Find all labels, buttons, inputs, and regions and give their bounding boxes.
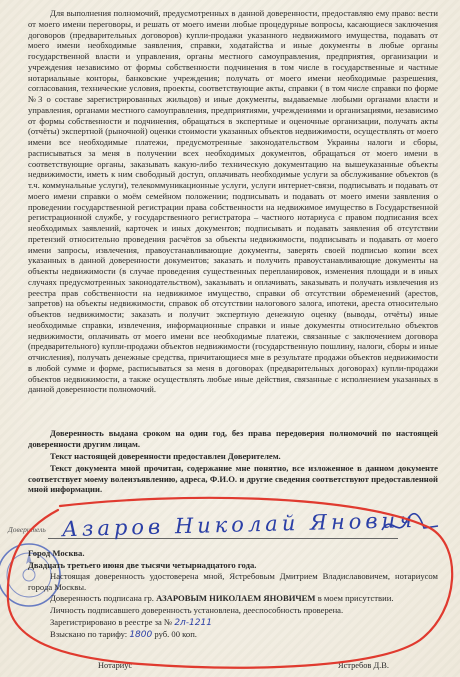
notary-label: Нотариус [98, 661, 133, 670]
fee-label: Взыскано по тарифу: [50, 629, 128, 639]
grantor-label: Доверитель [8, 525, 46, 534]
identity-line: Личность подписавшего доверенность установлена, дееспособность проверена. [50, 605, 344, 615]
fee-value: 1800 [129, 630, 153, 640]
registry-label: Зарегистрировано в реестре за № [50, 617, 173, 627]
signature-flourish [380, 508, 440, 542]
powers-paragraph: Для выполнения полномочий, предусмотренных в данной доверенности, предоставляю ему право: вести от моего имени переговоры, и решать от моего имени любые процедурные вопросы, касающиеся заключения договоров (предварительных договоров) купли-продажи указанного недвижимого имущества, подавать от моего имени необходимые заявления, справки, ходатайства и иные документы в любые органы государственной власти и управления, органы местного самоуправления, предприятия, организации и учреждения независимо от формы собственности подчинения в том числе в государственные и частные нотариальные конторы, банковские учреждения; получать от моего имени необходимые разрешения, согласования, технические условия, проекты, соответствующие акты, справки ( в том числе справки по форме №3 о составе зарегистрированных жильцов) и иные документы, выдаваемые любыми органами власти и управления, органами местного самоуправления, предприятиями, учреждениями и организациями, независимо от формы собственности и подчинения, обращаться в экспертные и оценочные организации, получать акты (отчёты) экспертной (рыночной) оценки стоимости указанных объектов недвижимости, осуществлять от моего имени все необходимые платежи, предусмотренные законодательством Украины налоги и сборы, расписываться за меня в получении всех необходимых документов, обращаться от моего имени в соответствующие органы, заказывать какую-либо техническую документацию на вышеуказанные объекты недвижимости, иметь к ним свободный доступ, оплачивать необходимые услуги за обслуживание объектов (в т.ч. коммунальные услуги), телекоммуникационные услуги, услуги интернет-связи, подписывать и подавать от моего имени справки о моём семейном положении; подписывать и подавать от моего имени заявления о проведении государственной регистрации права собственности на недвижимое имущество в Государственной регистрационной службе, у государственного регистратора – частного нотариуса с правом подписания всех необходимых заявлений, карточек и иных документов; подписывать и подавать заявления об отсутствии претензий относительно проведения расчётов за объекты недвижимости, подписывать и подавать от моего имени запросы, извлечения, правоустанавливающие документы, заверять своей подписью копии всех указанных в данной доверенности документов; заказать и получить правоустанавливающие документы на объекты недвижимости (в случае проведения существенных перепланировок, изменения площади и в иных случаях предусмотренных законодательством), заказывать и оплачивать, заказывать и получать извлечения из реестра прав собственности на недвижимое имущество, справки об отсутствии обременений (арестов, запретов) на объекты недвижимости, справок об отсутствии налогового залога, ипотеки, ареста относительно объектов недвижимости; заказать и получит экспертную денежную оценку (выводы, отчёты) иные необходимые справки, извлечения, информационные справки и иные документы относительно объектов недвижимости, оплачивать от моего имени все необходимые платежи, связанные с заключением договора (предварительного) купли-продажи объектов недвижимости (государственную пошлину, налоги, сборы и иные отчисления), получать денежные средства, причитающиеся мне в результате продажи объектов недвижимости в любой сумме и форме, расписываться за меня в договорах (предварительных договорах) купли-продажи объектов недвижимости, а также осуществлять любые иные действия, связанные с исполнением указанных в данной доверенности полномочий. [28, 8, 438, 395]
certification-date: Двадцать третьего июня две тысячи четырнадцатого года. [28, 560, 257, 570]
validity-paragraph: Доверенность выдана сроком на один год, без права передоверия полномочий по настоящей доверенности другим лицам. [28, 428, 438, 449]
registry-number: 2л-1211 [174, 618, 212, 628]
signed-by-line [28, 593, 438, 604]
certification-city: Город Москва. [28, 548, 85, 558]
signed-suffix: в моем присутствии. [317, 593, 394, 603]
fee-unit: руб. 00 коп. [154, 629, 197, 639]
grantor-signature: Азаров Николай Янович [61, 507, 417, 542]
signed-person: АЗАРОВЫМ НИКОЛАЕМ ЯНОВИЧЕМ [156, 593, 316, 603]
provided-by-paragraph: Текст настоящей доверенности предоставлен Доверителем. [50, 451, 281, 461]
certified-by-line: Настоящая доверенность удостоверена мной, Ястребовым Дмитрием Владиславовичем, нотариусом города Москвы. [28, 571, 438, 592]
read-confirmation-paragraph: Текст документа мной прочитан, содержание мне понятно, все изложенное в данном документе соответствует моему волеизъявлению, адреса, Ф.И.О. и другие сведения соответствуют предоставленной мной информации. [28, 463, 438, 495]
signed-prefix: Доверенность подписана гр. [50, 593, 154, 603]
registry-line [28, 617, 448, 629]
fee-line [28, 629, 448, 641]
notary-name: Ястребов Д.В. [338, 661, 389, 670]
